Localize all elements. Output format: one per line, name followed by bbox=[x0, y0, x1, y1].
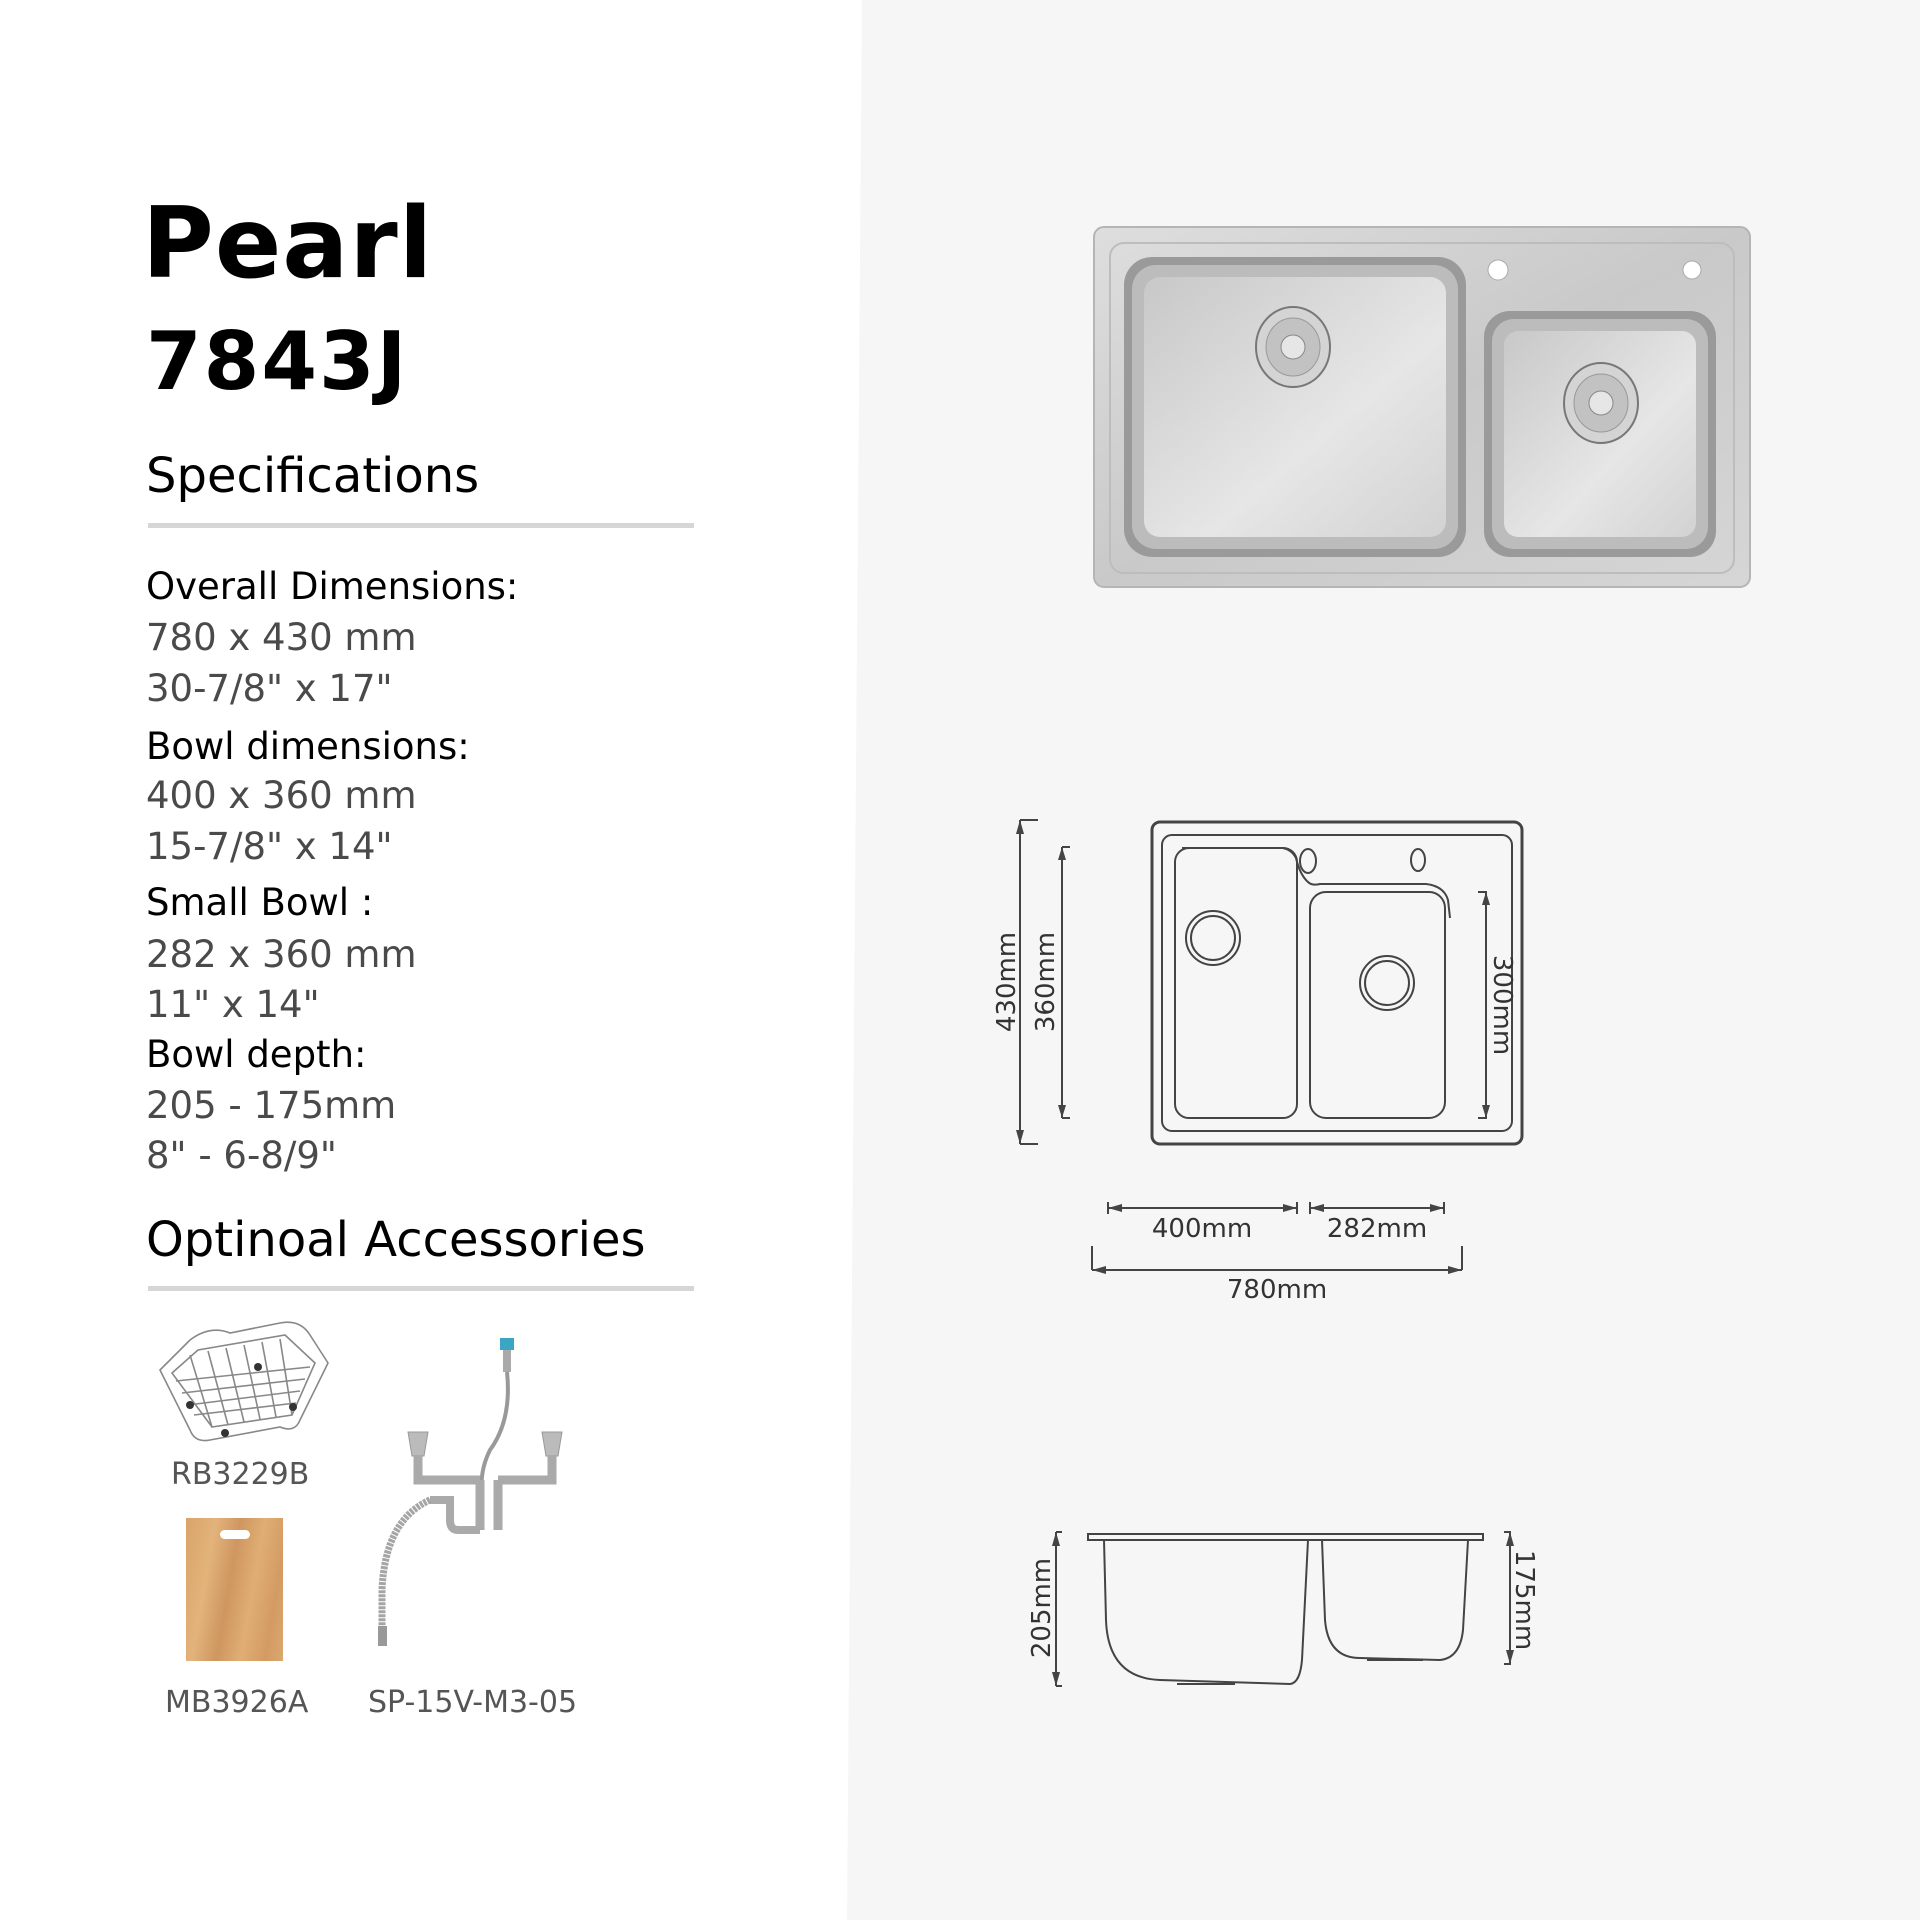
dim-label-300: 300mm bbox=[1487, 954, 1517, 1056]
accessories-divider bbox=[148, 1286, 694, 1291]
dim-label-780: 780mm bbox=[1226, 1275, 1328, 1305]
spec-value-depth-in: 8" - 6-8/9" bbox=[146, 1134, 337, 1177]
specifications-divider bbox=[148, 523, 694, 528]
spec-label-overall: Overall Dimensions: bbox=[146, 565, 519, 608]
drain-pipe-kit-icon bbox=[370, 1330, 590, 1650]
spec-label-bowl: Bowl dimensions: bbox=[146, 725, 470, 768]
spec-label-depth: Bowl depth: bbox=[146, 1033, 367, 1076]
wire-basket-icon bbox=[150, 1315, 335, 1450]
dim-label-282: 282mm bbox=[1326, 1214, 1428, 1244]
dim-label-400: 400mm bbox=[1151, 1214, 1253, 1244]
cutting-board-icon bbox=[186, 1518, 283, 1661]
spec-value-depth-mm: 205 - 175mm bbox=[146, 1084, 397, 1127]
spec-value-overall-in: 30-7/8" x 17" bbox=[146, 667, 393, 710]
spec-value-small-bowl-mm: 282 x 360 mm bbox=[146, 933, 417, 976]
dim-label-175: 175mm bbox=[1509, 1549, 1539, 1651]
spec-value-small-bowl-in: 11" x 14" bbox=[146, 983, 320, 1026]
spec-value-bowl-mm: 400 x 360 mm bbox=[146, 774, 417, 817]
sink-product-photo bbox=[1092, 225, 1752, 589]
dim-label-360: 360mm bbox=[1031, 931, 1061, 1033]
product-model: 7843J bbox=[146, 315, 409, 408]
accessory-code-board: MB3926A bbox=[165, 1685, 309, 1720]
spec-value-overall-mm: 780 x 430 mm bbox=[146, 616, 417, 659]
dim-label-430: 430mm bbox=[992, 931, 1022, 1033]
accessories-heading: Optinoal Accessories bbox=[146, 1212, 646, 1268]
spec-value-bowl-in: 15-7/8" x 14" bbox=[146, 825, 393, 868]
accessory-code-basket: RB3229B bbox=[171, 1457, 310, 1492]
top-view-dimension-drawing bbox=[990, 800, 1820, 1320]
dim-label-205: 205mm bbox=[1027, 1557, 1057, 1659]
product-name: Pearl bbox=[142, 187, 434, 301]
accessory-code-drain-kit: SP-15V-M3-05 bbox=[368, 1685, 578, 1720]
side-view-dimension-drawing bbox=[1020, 1500, 1790, 1720]
specifications-heading: Specifications bbox=[146, 448, 480, 504]
spec-label-small-bowl: Small Bowl : bbox=[146, 881, 374, 924]
